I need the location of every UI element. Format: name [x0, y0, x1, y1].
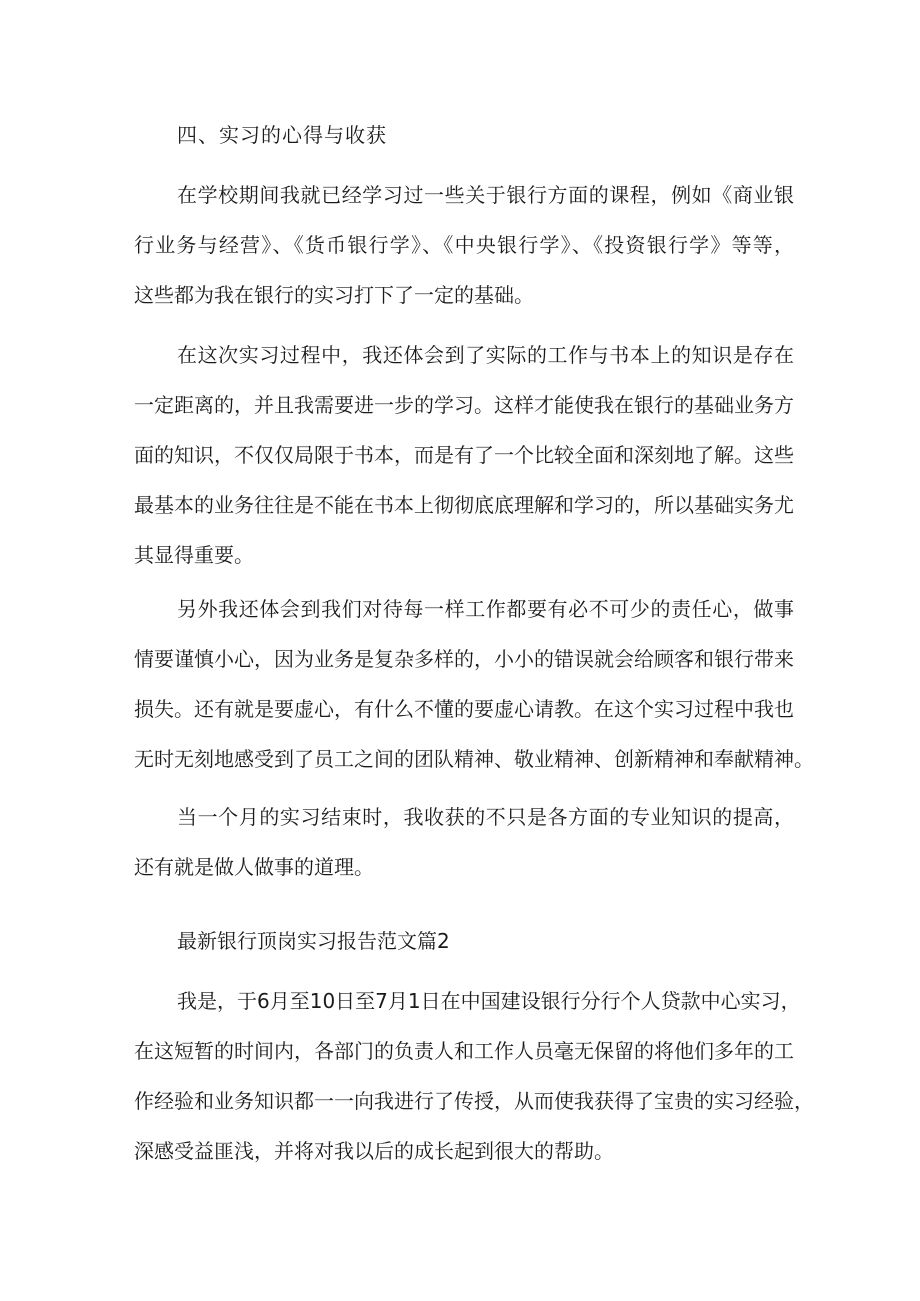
paragraph-line: 其显得重要。 [134, 543, 254, 567]
paragraph-line: 情要谨慎小心，因为业务是复杂多样的，小小的错误就会给顾客和银行带来 [134, 647, 794, 671]
paragraph-line: 损失。还有就是要虚心，有什么不懂的要虚心请教。在这个实习过程中我也 [134, 697, 794, 721]
article-subtitle: 最新银行顶岗实习报告范文篇2 [177, 929, 450, 953]
section-heading: 四、实习的心得与收获 [177, 123, 387, 147]
paragraph-line: 最基本的业务往往是不能在书本上彻彻底底理解和学习的，所以基础实务尤 [134, 493, 794, 517]
paragraph-1 [134, 170, 794, 320]
paragraph-line: 面的知识，不仅仅局限于书本，而是有了一个比较全面和深刻地了解。这些 [134, 443, 794, 467]
paragraph-line: 在这次实习过程中，我还体会到了实际的工作与书本上的知识是存在 [177, 343, 794, 367]
paragraph-line: 无时无刻地感受到了员工之间的团队精神、敬业精神、创新精神和奉献精神。 [134, 747, 814, 771]
paragraph-line: 行业务与经营》、《货币银行学》、《中央银行学》、《投资银行学》等等， [134, 233, 794, 257]
paragraph-line: 在这短暂的时间内，各部门的负责人和工作人员毫无保留的将他们多年的工 [134, 1039, 794, 1063]
paragraph-line: 作经验和业务知识都一一向我进行了传授，从而使我获得了宝贵的实习经验， [134, 1089, 814, 1113]
paragraph-line: 还有就是做人做事的道理。 [134, 855, 374, 879]
paragraph-2 [134, 330, 794, 580]
paragraph-line: 当一个月的实习结束时，我收获的不只是各方面的专业知识的提高， [177, 805, 794, 829]
paragraph-line: 一定距离的，并且我需要进一步的学习。这样才能使我在银行的基础业务方 [134, 393, 794, 417]
paragraph-line: 我是，于6月至10日至7月1日在中国建设银行分行个人贷款中心实习， [177, 989, 801, 1013]
paragraph-line: 这些都为我在银行的实习打下了一定的基础。 [134, 283, 534, 307]
paragraph-4 [134, 792, 794, 892]
paragraph-line: 在学校期间我就已经学习过一些关于银行方面的课程，例如《商业银 [177, 183, 794, 207]
paragraph-line: 深感受益匪浅，并将对我以后的成长起到很大的帮助。 [134, 1139, 614, 1163]
paragraph-5 [134, 976, 814, 1176]
paragraph-3 [134, 584, 814, 784]
paragraph-line: 另外我还体会到我们对待每一样工作都要有必不可少的责任心，做事 [177, 597, 794, 621]
